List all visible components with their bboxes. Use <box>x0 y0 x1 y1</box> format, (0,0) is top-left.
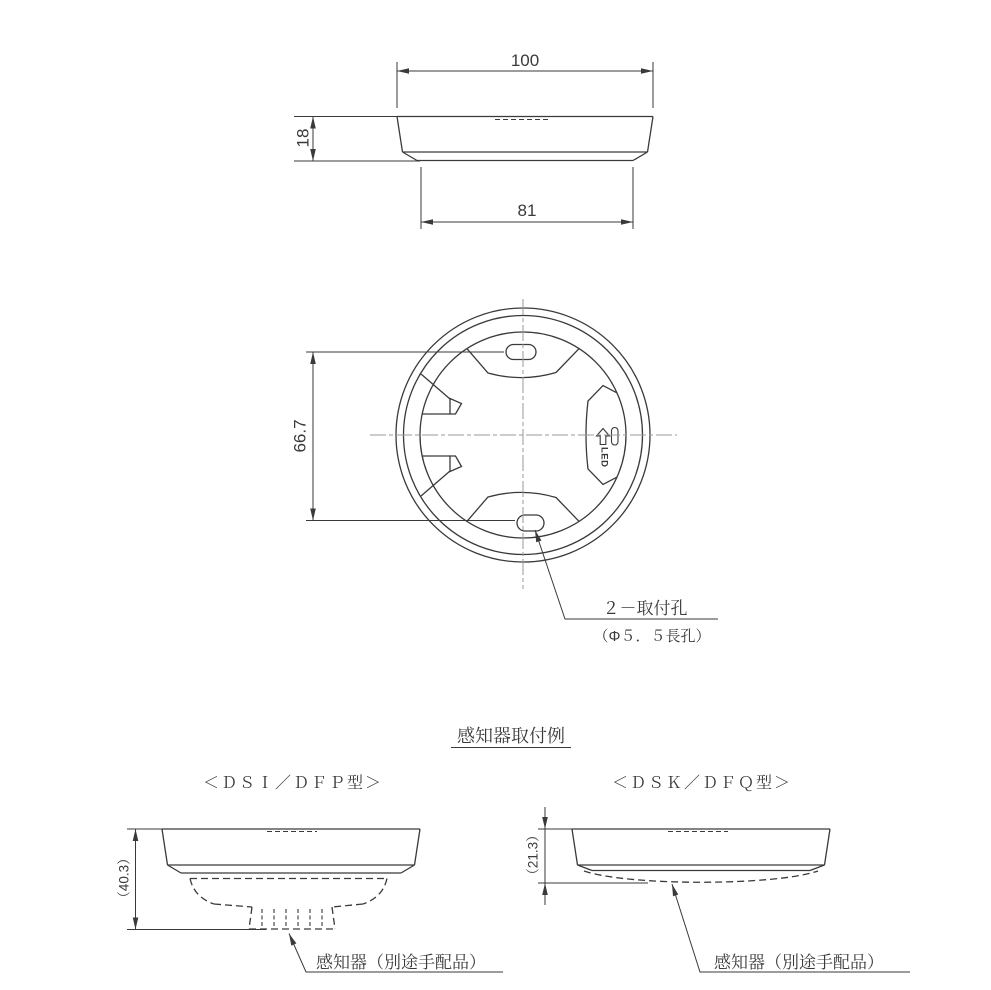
dsi-dim-height: （40.3） <box>116 851 132 905</box>
left-upper-notch-line <box>421 374 450 399</box>
arrowhead <box>641 68 653 74</box>
detector-right-shelf <box>332 904 363 907</box>
dsi-dimensions <box>127 829 503 972</box>
base-left-bevel <box>168 865 182 873</box>
arrowhead <box>621 219 633 225</box>
dsk-model-title: ＜ＤＳＫ／ＤＦＱ型＞ <box>611 775 793 792</box>
plan-arrowheads <box>310 352 541 542</box>
hole-callout-line2: （Φ５．５長孔） <box>593 628 711 645</box>
dim-text-height: 18 <box>293 128 313 148</box>
arrowhead <box>421 219 433 225</box>
detector-left-shelf <box>214 904 252 907</box>
base-right-bevel <box>401 865 415 873</box>
dsi-base-outline <box>162 829 420 873</box>
led-label: LED <box>598 447 610 468</box>
arrowhead <box>289 934 296 946</box>
arrowhead <box>310 117 316 129</box>
mounting-slot-bottom <box>517 515 544 531</box>
base-left-side <box>162 829 168 865</box>
dsk-dim-height: （21.3） <box>525 828 541 882</box>
arrowhead <box>397 68 409 74</box>
hole-callout-line1: ２－取付孔 <box>602 599 688 618</box>
dsi-model-title: ＜ＤＳＩ／ＤＦＰ型＞ <box>202 775 384 792</box>
dim-text-hole-pitch: 66.7 <box>290 419 310 453</box>
detector-left-curve <box>190 879 214 905</box>
arrowhead <box>542 817 548 829</box>
arrowhead <box>310 149 316 161</box>
chamber-right-edge <box>332 907 335 929</box>
arrowhead <box>672 884 678 896</box>
chamber-ribs <box>262 909 322 928</box>
side-profile-dimensions <box>294 62 653 229</box>
base-left-side <box>397 117 403 153</box>
arrowhead <box>310 352 316 364</box>
chamber-left-edge <box>249 907 252 929</box>
left-lower-notch-line <box>421 471 450 496</box>
base-right-bevel <box>810 865 825 871</box>
arrowhead <box>133 829 139 841</box>
dim-text-bottom-width: 81 <box>517 201 537 220</box>
dim-text-top-width: 100 <box>510 51 540 70</box>
dsi-detector-dashed <box>190 879 387 930</box>
side-profile-view <box>397 117 653 161</box>
dsk-detector-dashed <box>584 871 818 882</box>
base-left-bevel <box>403 152 418 161</box>
arrowhead <box>133 918 139 930</box>
plan-centerlines <box>370 299 677 589</box>
base-right-side <box>825 829 831 865</box>
dsk-detector-label: 感知器（別途手配品） <box>714 953 884 972</box>
base-right-bevel <box>633 152 648 161</box>
led-direction-arrow-icon <box>597 429 610 445</box>
detector-right-curve <box>363 879 387 905</box>
arrowhead <box>542 883 548 895</box>
left-lower-tab <box>450 456 462 472</box>
arrowhead <box>310 509 316 521</box>
base-left-bevel <box>578 865 593 871</box>
plan-dimensions <box>306 352 718 619</box>
base-right-side <box>648 117 654 153</box>
dsi-detector-label: 感知器（別途手配品） <box>316 953 486 972</box>
side-profile-arrowheads <box>310 68 653 225</box>
left-upper-tab <box>450 399 462 415</box>
led-window-slot <box>612 428 619 446</box>
base-right-side <box>415 829 421 865</box>
mounting-slot-top <box>506 345 536 360</box>
dsk-base-outline <box>572 829 830 871</box>
dsi-arrowheads <box>133 829 297 946</box>
examples-section-title: 感知器取付例 <box>457 726 565 746</box>
base-left-side <box>572 829 578 865</box>
